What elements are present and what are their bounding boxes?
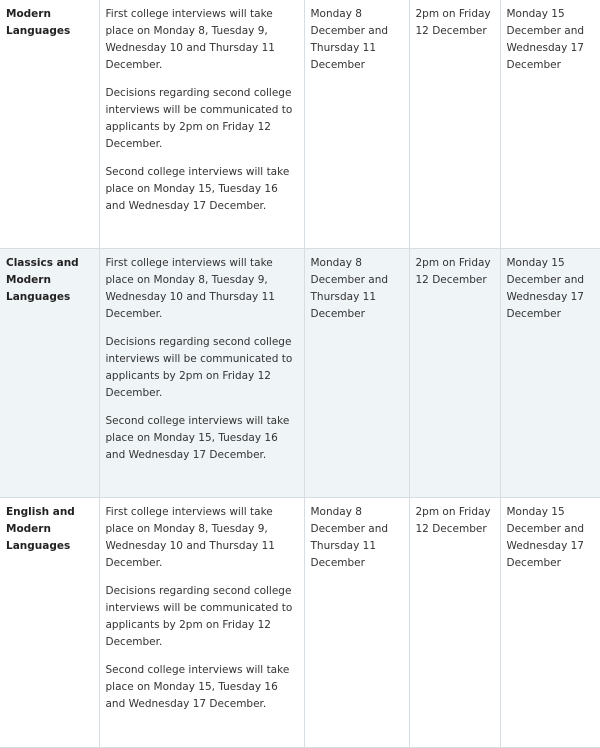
interview-details-cell — [99, 498, 304, 748]
interview-details-cell — [99, 0, 304, 249]
first-interviews-cell: Monday 8 December and Thursday 11 December — [304, 0, 409, 249]
interview-paragraph: First college interviews will take place on Monday 8, Tuesday 9, Wednesday 10 and Thursday 11 December. — [105, 8, 275, 71]
table-row — [0, 0, 600, 249]
table-row — [0, 498, 600, 748]
interview-paragraph: Second college interviews will take place on Monday 15, Tuesday 16 and Wednesday 17 December. — [105, 415, 290, 461]
subject-name: English and Modern Languages — [6, 506, 75, 552]
interview-paragraph: Second college interviews will take place on Monday 15, Tuesday 16 and Wednesday 17 December. — [105, 664, 290, 710]
interview-paragraph: First college interviews will take place on Monday 8, Tuesday 9, Wednesday 10 and Thursday 11 December. — [105, 257, 275, 320]
second-interviews-cell: Monday 15 December and Wednesday 17 December — [500, 249, 600, 498]
interview-paragraph: Second college interviews will take place on Monday 15, Tuesday 16 and Wednesday 17 December. — [105, 166, 290, 212]
decision-time-cell: 2pm on Friday 12 December — [409, 498, 500, 748]
first-interviews-cell: Monday 8 December and Thursday 11 December — [304, 249, 409, 498]
interview-details-cell — [99, 249, 304, 498]
interview-paragraph: Decisions regarding second college interviews will be communicated to applicants by 2pm on Friday 12 December. — [105, 336, 293, 399]
table-row — [0, 249, 600, 498]
interview-paragraph: Decisions regarding second college interviews will be communicated to applicants by 2pm on Friday 12 December. — [105, 585, 293, 648]
first-interviews-cell: Monday 8 December and Thursday 11 December — [304, 498, 409, 748]
subject-name: Classics and Modern Languages — [6, 257, 79, 303]
interview-paragraph: Decisions regarding second college interviews will be communicated to applicants by 2pm on Friday 12 December. — [105, 87, 293, 150]
decision-time-cell: 2pm on Friday 12 December — [409, 249, 500, 498]
subject-cell — [0, 249, 99, 498]
second-interviews-cell: Monday 15 December and Wednesday 17 December — [500, 498, 600, 748]
interview-paragraph: First college interviews will take place on Monday 8, Tuesday 9, Wednesday 10 and Thursday 11 December. — [105, 506, 275, 569]
subject-cell — [0, 498, 99, 748]
subject-cell — [0, 0, 99, 249]
decision-time-cell: 2pm on Friday 12 December — [409, 0, 500, 249]
subject-name: Modern Languages — [6, 8, 71, 37]
second-interviews-cell: Monday 15 December and Wednesday 17 December — [500, 0, 600, 249]
